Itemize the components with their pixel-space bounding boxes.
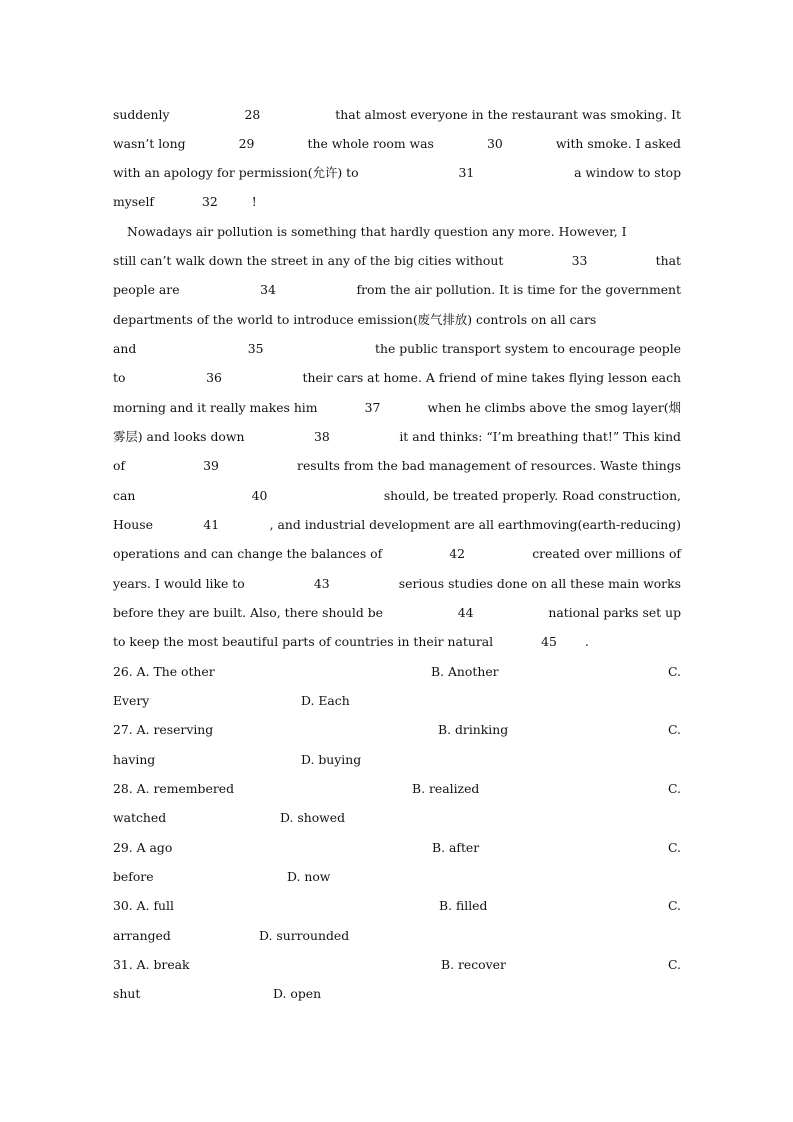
passage-text: when he climbs above the smog layer(烟	[427, 400, 681, 415]
option-c: before	[113, 869, 154, 884]
option-c-label: C.	[668, 898, 681, 913]
option-c-label: C.	[668, 957, 681, 972]
option-c: watched	[113, 810, 167, 825]
blank-number: 42	[449, 546, 466, 561]
option-c: shut	[113, 986, 141, 1001]
passage-text: Nowadays air pollution is something that hardly question any more. However, I	[127, 224, 627, 239]
passage-text: operations and can change the balances of	[113, 546, 383, 561]
passage-text: myself	[113, 194, 154, 209]
passage-text: years. I would like to	[113, 576, 245, 591]
passage-line	[113, 574, 681, 594]
passage-line	[113, 603, 681, 623]
passage-line	[113, 310, 681, 330]
passage-text: that almost everyone in the restaurant was smoking. It	[335, 107, 681, 122]
option-b: B. filled	[439, 898, 488, 913]
passage-line	[113, 163, 681, 183]
passage-text: and	[113, 341, 137, 356]
passage-line	[113, 398, 681, 418]
blank-number: 43	[313, 576, 330, 591]
passage-text: House	[113, 517, 153, 532]
passage-text: with an apology for permission(允许) to	[113, 165, 359, 180]
option-b: B. drinking	[438, 722, 509, 737]
passage-line	[113, 544, 681, 564]
question-30-options-cont	[113, 926, 681, 946]
option-a: 29. A ago	[113, 840, 173, 855]
blank-number: 30	[487, 136, 503, 151]
question-26-options-cont	[113, 691, 681, 711]
passage-text: their cars at home. A friend of mine takes flying lesson each	[302, 370, 681, 385]
blank-number: 35	[247, 341, 264, 356]
question-30-options	[113, 896, 681, 916]
blank-number: 39	[203, 458, 219, 473]
blank-number: 31	[458, 165, 475, 180]
passage-text: to keep the most beautiful parts of countries in their natural	[113, 634, 494, 649]
option-c: Every	[113, 693, 150, 708]
option-d: D. open	[273, 986, 322, 1001]
option-c: having	[113, 752, 156, 767]
passage-line	[113, 632, 681, 652]
option-d: D. showed	[280, 810, 346, 825]
blank-number: 38	[314, 429, 330, 444]
passage-line	[113, 368, 681, 388]
option-b: B. after	[432, 840, 480, 855]
passage-text: 雾层) and looks down	[113, 429, 245, 444]
passage-text: wasn’t long	[113, 136, 186, 151]
option-d: D. surrounded	[259, 928, 350, 943]
option-b: B. realized	[412, 781, 480, 796]
passage-text: with smoke. I asked	[555, 136, 681, 151]
passage-line	[113, 339, 681, 359]
question-27-options-cont	[113, 750, 681, 770]
blank-number: 34	[260, 282, 276, 297]
passage-text: to	[113, 370, 126, 385]
passage-text: departments of the world to introduce emission(废气排放) controls on all cars	[113, 312, 597, 327]
passage-text: morning and it really makes him	[113, 400, 318, 415]
passage-text: serious studies done on all these main works	[398, 576, 681, 591]
blank-number: 28	[244, 107, 261, 122]
passage-text: suddenly	[113, 107, 170, 122]
question-27-options	[113, 720, 681, 740]
option-a: 28. A. remembered	[113, 781, 235, 796]
passage-line	[113, 251, 681, 271]
option-c-label: C.	[668, 840, 681, 855]
blank-number: 33	[571, 253, 588, 268]
option-a: 26. A. The other	[113, 664, 215, 679]
passage-text: results from the bad management of resources. Waste things	[297, 458, 681, 473]
passage-text: created over millions of	[532, 546, 681, 561]
passage-text: that	[655, 253, 681, 268]
option-d: D. buying	[301, 752, 362, 767]
option-a: 27. A. reserving	[113, 722, 214, 737]
blank-number: 41	[203, 517, 220, 532]
passage-text: from the air pollution. It is time for the government	[356, 282, 681, 297]
option-b: B. Another	[431, 664, 499, 679]
option-c-label: C.	[668, 781, 681, 796]
question-29-options-cont	[113, 867, 681, 887]
passage-line	[113, 192, 681, 212]
passage-line	[113, 280, 681, 300]
question-28-options-cont	[113, 808, 681, 828]
blank-number: 29	[238, 136, 255, 151]
option-c-label: C.	[668, 722, 681, 737]
passage-line	[127, 222, 681, 242]
passage-text: should, be treated properly. Road construction,	[383, 488, 681, 503]
passage-text: can	[113, 488, 136, 503]
passage-text: it and thinks: “I’m breathing that!” This kind	[399, 429, 681, 444]
blank-number: 32	[202, 194, 218, 209]
blank-number: 37	[364, 400, 381, 415]
blank-number: 45	[541, 634, 557, 649]
option-c-label: C.	[668, 664, 681, 679]
question-28-options	[113, 779, 681, 799]
question-31-options	[113, 955, 681, 975]
question-31-options-cont	[113, 984, 681, 1004]
passage-text: before they are built. Also, there should be	[113, 605, 383, 620]
passage-text: !	[251, 194, 257, 209]
passage-line	[113, 486, 681, 506]
option-a: 31. A. break	[113, 957, 190, 972]
passage-text: , and industrial development are all earthmoving(earth-reducing)	[269, 517, 681, 532]
passage-text: .	[584, 634, 589, 649]
question-29-options	[113, 838, 681, 858]
blank-number: 40	[251, 488, 268, 503]
blank-number: 36	[206, 370, 222, 385]
passage-line	[113, 427, 681, 447]
option-a: 30. A. full	[113, 898, 174, 913]
passage-text: people are	[113, 282, 180, 297]
passage-text: national parks set up	[548, 605, 681, 620]
passage-text: still can’t walk down the street in any of the big cities without	[113, 253, 504, 268]
passage-text: the public transport system to encourage people	[375, 341, 681, 356]
passage-line	[113, 456, 681, 476]
passage-line	[113, 515, 681, 535]
blank-number: 44	[457, 605, 474, 620]
passage-line	[113, 134, 681, 154]
passage-text: the whole room was	[307, 136, 434, 151]
option-d: D. now	[287, 869, 331, 884]
option-d: D. Each	[301, 693, 350, 708]
passage-line	[113, 105, 681, 125]
option-b: B. recover	[441, 957, 506, 972]
option-c: arranged	[113, 928, 171, 943]
passage-text: of	[113, 458, 126, 473]
passage-text: a window to stop	[574, 165, 681, 180]
question-26-options	[113, 662, 681, 682]
